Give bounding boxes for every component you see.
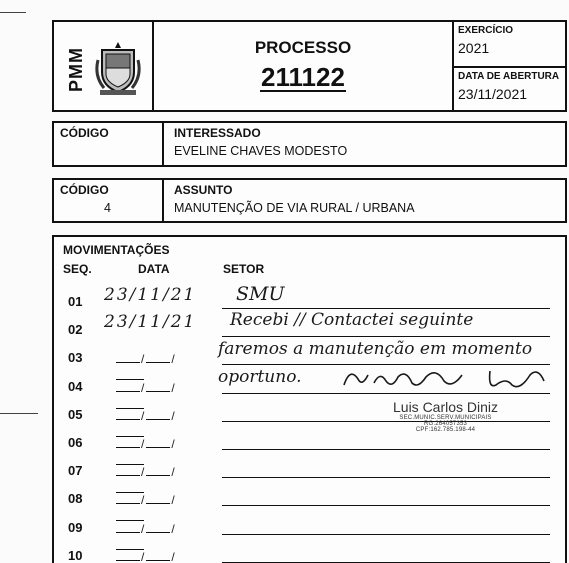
subject-label: ASSUNTO	[174, 183, 233, 197]
date-slash: /	[171, 521, 176, 536]
handwritten-sector-02: Recebi // Contactei seguinte	[230, 310, 474, 330]
date-segment-line	[146, 490, 170, 504]
date-field	[116, 378, 196, 394]
date-segment-line	[116, 490, 140, 504]
date-segment-line	[116, 434, 140, 448]
scan-mark-top	[0, 12, 26, 13]
scan-mark-side	[0, 413, 38, 414]
table-row	[54, 459, 565, 487]
date-segment-line	[146, 349, 170, 363]
seq-number: 03	[68, 350, 83, 366]
seq-number: 06	[68, 435, 83, 450]
subject-code-label: CÓDIGO	[60, 183, 109, 197]
pmm-logo-text: PMM	[66, 47, 86, 92]
seq-number: 01	[68, 294, 83, 309]
handwritten-sector-03: faremos a manutenção em momento	[218, 339, 533, 359]
date-slash: /	[171, 493, 176, 508]
date-segment-line	[146, 378, 170, 392]
date-segment-line	[146, 547, 170, 561]
interested-row	[52, 121, 567, 167]
stamp-line3: CPF:162.785.198-44	[415, 427, 476, 433]
process-header	[52, 20, 567, 112]
seq-number: 04	[68, 378, 83, 394]
date-segment-line	[146, 434, 170, 448]
sector-line	[222, 534, 550, 535]
movements-box	[52, 235, 567, 563]
interested-code-label: CÓDIGO	[60, 126, 109, 140]
date-slash: /	[171, 408, 176, 423]
date-field	[116, 519, 196, 535]
date-segment-line	[116, 462, 140, 476]
date-segment-line	[116, 406, 140, 420]
date-slash: /	[141, 549, 146, 563]
opening-date-value: 23/11/2021	[458, 86, 528, 102]
date-slash: /	[141, 437, 146, 451]
official-stamp	[393, 399, 498, 433]
municipal-crest-icon	[94, 40, 142, 96]
date-slash: /	[141, 493, 146, 508]
header-side-panel	[452, 22, 565, 110]
subject-code-value: 4	[104, 201, 111, 215]
date-segment-line	[146, 519, 170, 533]
date-segment-line	[146, 406, 170, 420]
exercise-cell	[454, 22, 565, 66]
subject-code-cell	[54, 180, 164, 221]
process-number: 211122	[261, 62, 345, 92]
interested-code-cell	[54, 123, 164, 165]
date-slash: /	[141, 465, 146, 480]
interested-cell	[164, 123, 565, 165]
date-segment-line	[116, 547, 140, 561]
seq-number: 08	[68, 491, 83, 507]
handwritten-signature	[340, 365, 560, 393]
date-slash: /	[171, 352, 176, 367]
seq-header: SEQ.	[63, 262, 92, 276]
stamp-name: Luis Carlos Diniz	[393, 399, 499, 415]
date-slash: /	[171, 437, 176, 451]
process-block	[154, 22, 452, 110]
date-field	[116, 406, 196, 422]
date-segment-line	[116, 349, 140, 363]
sector-line	[222, 449, 550, 450]
date-slash: /	[141, 521, 146, 536]
handwritten-sector-04: oportuno.	[218, 367, 302, 387]
process-label: PROCESSO	[254, 38, 352, 57]
date-field	[116, 349, 196, 365]
interested-label: INTERESSADO	[174, 126, 261, 140]
date-segment-line	[146, 462, 170, 476]
date-field	[116, 547, 196, 563]
date-slash: /	[141, 408, 146, 423]
sector-header: SETOR	[223, 262, 265, 276]
sector-line	[222, 421, 550, 422]
opening-date-cell	[454, 66, 565, 110]
handwritten-date-01: 23/11/21	[104, 285, 197, 305]
date-slash: /	[171, 549, 176, 563]
stamp-line2: RG:264057353	[423, 421, 468, 427]
table-row	[54, 431, 565, 459]
interested-value: EVELINE CHAVES MODESTO	[174, 144, 348, 158]
date-slash: /	[171, 465, 176, 480]
date-field	[116, 490, 196, 506]
seq-number: 10	[68, 547, 83, 563]
handwritten-date-02: 23/11/21	[104, 312, 197, 332]
subject-value: MANUTENÇÃO DE VIA RURAL / URBANA	[174, 201, 415, 215]
seq-number: 02	[68, 322, 83, 338]
movements-title: MOVIMENTAÇÕES	[63, 243, 170, 257]
date-field	[116, 462, 196, 478]
opening-date-label: DATA DE ABERTURA	[458, 71, 560, 82]
table-row	[54, 544, 565, 563]
sector-line	[222, 336, 550, 337]
date-slash: /	[171, 380, 176, 395]
date-field	[116, 434, 196, 450]
seq-number: 05	[68, 406, 83, 422]
date-header: DATA	[138, 262, 170, 276]
date-slash: /	[141, 380, 146, 395]
handwritten-sector-01: SMU	[236, 283, 285, 305]
date-slash: /	[141, 352, 146, 367]
subject-cell	[164, 180, 565, 221]
sector-line	[222, 308, 550, 309]
table-row	[54, 487, 565, 515]
sector-line	[222, 505, 550, 506]
seq-number: 07	[68, 463, 83, 479]
exercise-value: 2021	[458, 40, 490, 56]
subject-row	[52, 178, 567, 223]
date-segment-line	[116, 519, 140, 533]
stamp-line1: SEC.MUNIC.SERV.MUNICIPAIS	[399, 415, 492, 421]
date-segment-line	[116, 378, 140, 392]
exercise-label: EXERCÍCIO	[458, 25, 514, 36]
logo-area	[54, 22, 154, 110]
sector-line	[222, 477, 550, 478]
seq-number: 09	[68, 519, 83, 535]
table-row	[54, 516, 565, 544]
